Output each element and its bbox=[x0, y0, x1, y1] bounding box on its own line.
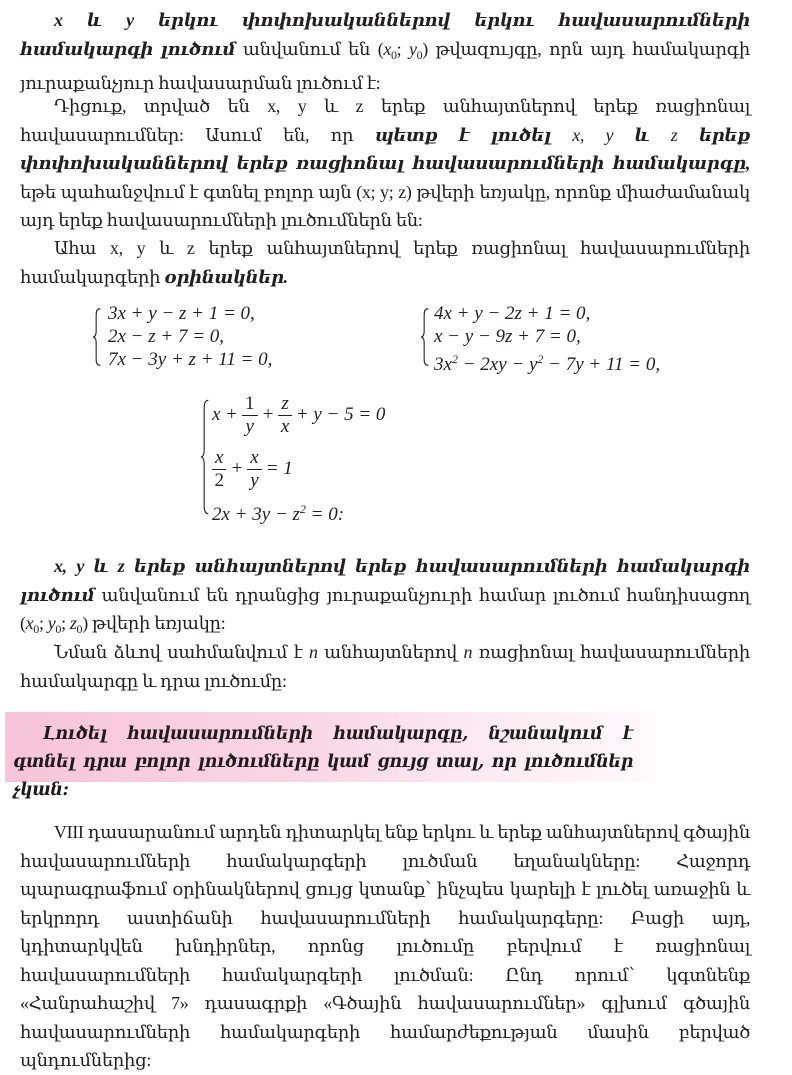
paragraph-n-variables bbox=[20, 638, 750, 695]
operator: + bbox=[230, 458, 244, 479]
equation-system-3 bbox=[200, 388, 440, 528]
rule-callout-box bbox=[5, 712, 655, 800]
emphasis: և bbox=[634, 124, 650, 145]
var-x: x bbox=[25, 613, 34, 633]
subscript: 0 bbox=[391, 47, 397, 62]
var-n: n bbox=[463, 642, 473, 662]
subscript: 0 bbox=[416, 47, 423, 62]
equation: 7x − 3y + z + 11 = 0, bbox=[108, 349, 273, 370]
term: − 2xy − y bbox=[457, 354, 538, 375]
left-brace-icon bbox=[200, 388, 210, 526]
var-z: z bbox=[69, 613, 77, 633]
equation: 3x + y − z + 1 = 0, bbox=[108, 303, 255, 324]
equation: x − y − 9z + 7 = 0, bbox=[434, 326, 581, 347]
definition-three-variables bbox=[20, 552, 750, 644]
left-brace-icon bbox=[92, 302, 102, 372]
emphasis: պետք է լուծել bbox=[374, 124, 551, 145]
paragraph-review bbox=[20, 818, 750, 1075]
left-brace-icon bbox=[420, 302, 430, 372]
emphasis: երեք փոփոխականներով երեք ռացիոնալ հավասարումների համակարգը, bbox=[20, 124, 750, 173]
text: անհայտներով bbox=[317, 642, 464, 662]
text: ) թվերի եռյակը: bbox=[82, 613, 226, 633]
fraction bbox=[212, 447, 226, 492]
numerator: x bbox=[212, 447, 226, 470]
text: եթե պահանջվում է գտնել բոլոր այն (x; y; z) թվերի եռյակը, որոնք միաժամանակ այդ երեք հավասարումների լուծումներն են: bbox=[20, 181, 750, 230]
subscript: 0 bbox=[33, 622, 39, 636]
term: x + bbox=[212, 404, 239, 425]
numerator: z bbox=[278, 393, 291, 416]
paragraph-examples-intro bbox=[20, 234, 750, 291]
exponent: 2 bbox=[451, 352, 458, 366]
term: + y − 5 = 0 bbox=[295, 404, 386, 425]
var-y: y bbox=[47, 613, 56, 633]
denominator: 2 bbox=[214, 469, 224, 491]
term: = 0: bbox=[305, 504, 345, 525]
term: 3x bbox=[434, 354, 452, 375]
equation bbox=[212, 390, 385, 440]
fraction bbox=[242, 393, 258, 438]
separator: ; bbox=[61, 613, 70, 633]
term: 2x + 3y − z bbox=[212, 504, 300, 525]
definition-text-end: ) թվազույգը, որն այդ համակարգի յուրաքանչյուր հավասարման լուծում է: bbox=[20, 38, 750, 93]
denominator: y bbox=[250, 469, 259, 491]
definition-two-variables bbox=[20, 6, 750, 98]
term: = 1 bbox=[265, 458, 293, 479]
text: ռացիոնալ հավասարումների համակարգը և դրա լուծումը: bbox=[20, 642, 750, 691]
numerator: x bbox=[247, 447, 261, 470]
denominator: x bbox=[280, 415, 290, 437]
emphasis: օրինակներ. bbox=[164, 266, 288, 287]
equation: 2x − z + 7 = 0, bbox=[108, 326, 225, 347]
paragraph-system-solve bbox=[20, 92, 750, 235]
exponent: 2 bbox=[299, 502, 306, 516]
equation bbox=[212, 440, 385, 498]
text: Ահա x, y և z երեք անհայտներով երեք ռացիոնալ հավասարումների համակարգերի bbox=[20, 238, 750, 287]
equation: 4x + y − 2z + 1 = 0, bbox=[434, 303, 591, 324]
separator: ; bbox=[396, 38, 409, 59]
fraction bbox=[247, 447, 261, 492]
denominator: y bbox=[245, 415, 254, 437]
text: անվանում են դրանցից յուրաքանչյուրի համար լուծում հանդիսացող ( bbox=[20, 584, 750, 633]
subscript: 0 bbox=[55, 622, 62, 636]
equation bbox=[212, 498, 385, 525]
separator: ; bbox=[38, 613, 48, 633]
var-x: x bbox=[383, 38, 392, 59]
rule-text: Լուծել հավասարումների համակարգը, նշանակում է գտնել դրա բոլոր լուծումները կամ ցույց տալ, որ լուծումներ չկան: bbox=[13, 724, 633, 800]
var-y: y bbox=[408, 38, 417, 59]
text: z bbox=[649, 124, 699, 145]
text: Նման ձևով սահմանվում է bbox=[54, 642, 310, 662]
operator: + bbox=[261, 404, 275, 425]
equation bbox=[434, 348, 661, 375]
fraction bbox=[278, 393, 291, 438]
definition-term: x, y և z երեք անհայտներով երեք հավասարումների համակարգի լուծում bbox=[20, 556, 750, 605]
exponent: 2 bbox=[537, 352, 544, 366]
term: − 7y + 11 = 0, bbox=[543, 354, 661, 375]
var-n: n bbox=[309, 642, 318, 662]
text: Դիցուք, տրված են x, y և z երեք անհայտներով երեք ռացիոնալ հավասարումներ: Ասում են, որ bbox=[20, 96, 750, 145]
subscript: 0 bbox=[76, 622, 83, 636]
numerator: 1 bbox=[242, 393, 258, 416]
definition-text-start: անվանում են ( bbox=[242, 38, 384, 59]
text: VIII դասարանում արդեն դիտարկել ենք երկու և երեք անհայտներով գծային հավասարումների համակարգերի լուծման եղանակները: Հաջորդ պարագրաֆում օրինակներով ցույց կտանք՝ ինչպես կարելի է լուծել առաջին և երկրորդ աստիճանի հավասարումների համակարգերը: Բացի այդ, կդիտարկվեն խնդիրներ, որոնց լուծումը բերվում է ռացիոնալ հավասարումների համակարգերի լուծման: Ընդ որում՝ կգտնենք «Հանրահաշիվ 7» դասագրքի «Գծային հավասարումներ» գլխում գծային հավասարումների համակարգերի համարժեքության մասին բերված պնդումներից: bbox=[20, 822, 750, 1070]
definition-term: x և y երկու փոփոխականներով երկու հավասարումների համակարգի լուծում bbox=[20, 10, 750, 59]
text: x, y bbox=[550, 124, 635, 145]
